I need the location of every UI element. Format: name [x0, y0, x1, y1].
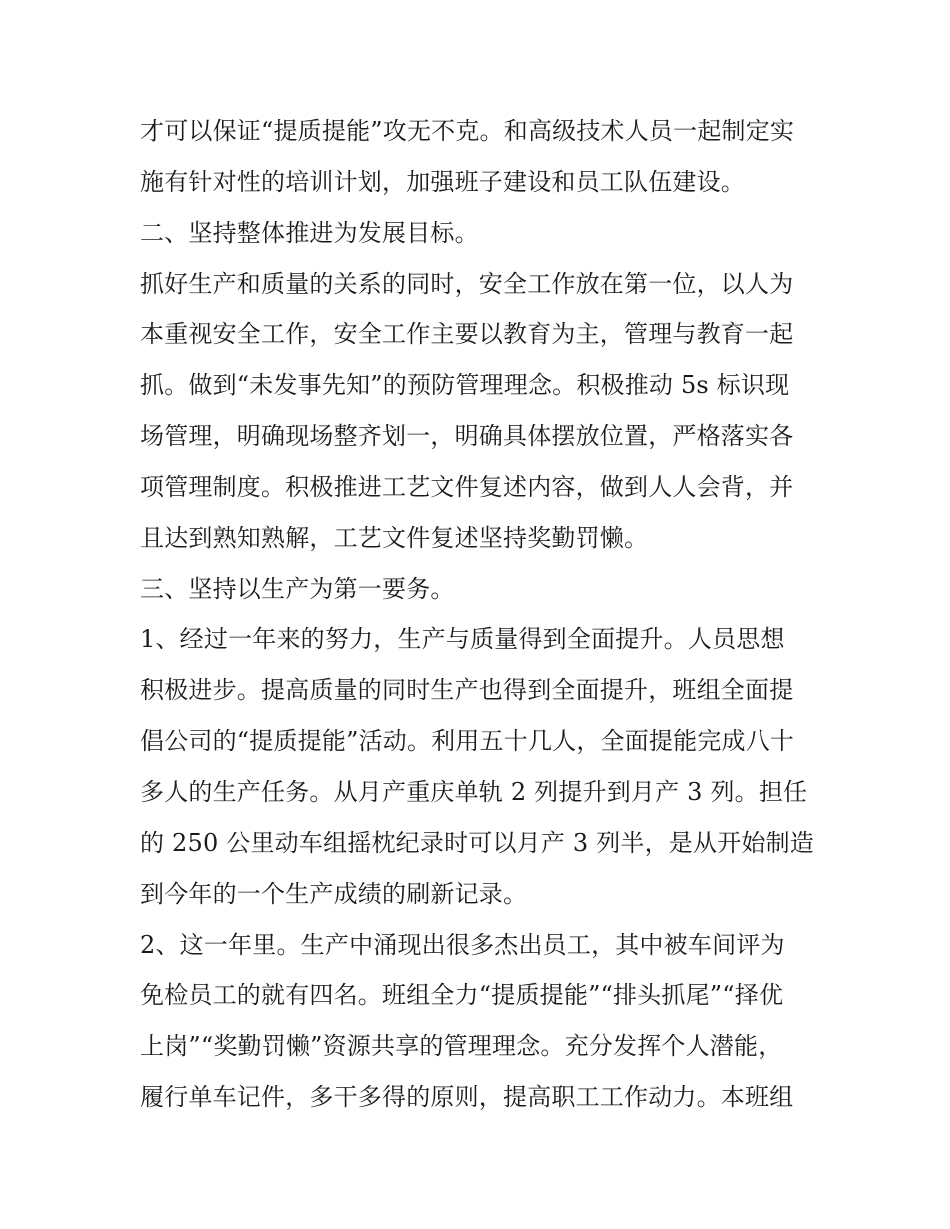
text-line: 且达到熟知熟解，工艺文件复述坚持奖勤罚懒。: [140, 523, 649, 552]
text-line: 倡公司的“提质提能”活动。利用五十几人，全面提能完成八十: [140, 727, 795, 756]
text-line: 上岗”“奖勤罚懒”资源共享的管理理念。充分发挥个人潜能，: [140, 1032, 783, 1061]
text-line: 多人的生产任务。从月产重庆单轨 2 列提升到月产 3 列。担任: [140, 777, 808, 806]
text-line: 才可以保证“提质提能”攻无不克。和高级技术人员一起制定实: [140, 117, 795, 145]
text-line: 免检员工的就有四名。班组全力“提质提能”“排头抓尾”“择优: [140, 981, 784, 1010]
text-line: 到今年的一个生产成绩的刷新记录。: [140, 879, 528, 908]
section-heading: 二、坚持整体推进为发展目标。: [140, 218, 479, 247]
text-line: 抓好生产和质量的关系的同时，安全工作放在第一位，以人为: [140, 269, 794, 298]
text-line: 履行单车记件，多干多得的原则，提高职工工作动力。本班组: [140, 1083, 794, 1112]
text-line: 的 250 公里动车组摇枕纪录时可以月产 3 列半，是从开始制造: [140, 828, 814, 857]
text-line: 场管理，明确现场整齐划一，明确具体摆放位置，严格落实各: [140, 422, 794, 451]
document-body: [140, 106, 820, 1123]
text-line: 本重视安全工作，安全工作主要以教育为主，管理与教育一起: [140, 320, 794, 349]
text-line: 积极进步。提高质量的同时生产也得到全面提升，班组全面提: [140, 676, 794, 705]
text-line: 项管理制度。积极推进工艺文件复述内容，做到人人会背，并: [140, 472, 794, 501]
text-line: 抓。做到“未发事先知”的预防管理理念。积极推动 5s 标识现: [140, 371, 790, 400]
text-line: 1、经过一年来的努力，生产与质量得到全面提升。人员思想: [140, 625, 785, 654]
text-line: 施有针对性的培训计划，加强班子建设和员工队伍建设。: [140, 167, 745, 196]
text-line: 2、这一年里。生产中涌现出很多杰出员工，其中被车间评为: [140, 930, 785, 959]
section-heading: 三、坚持以生产为第一要务。: [140, 574, 455, 603]
